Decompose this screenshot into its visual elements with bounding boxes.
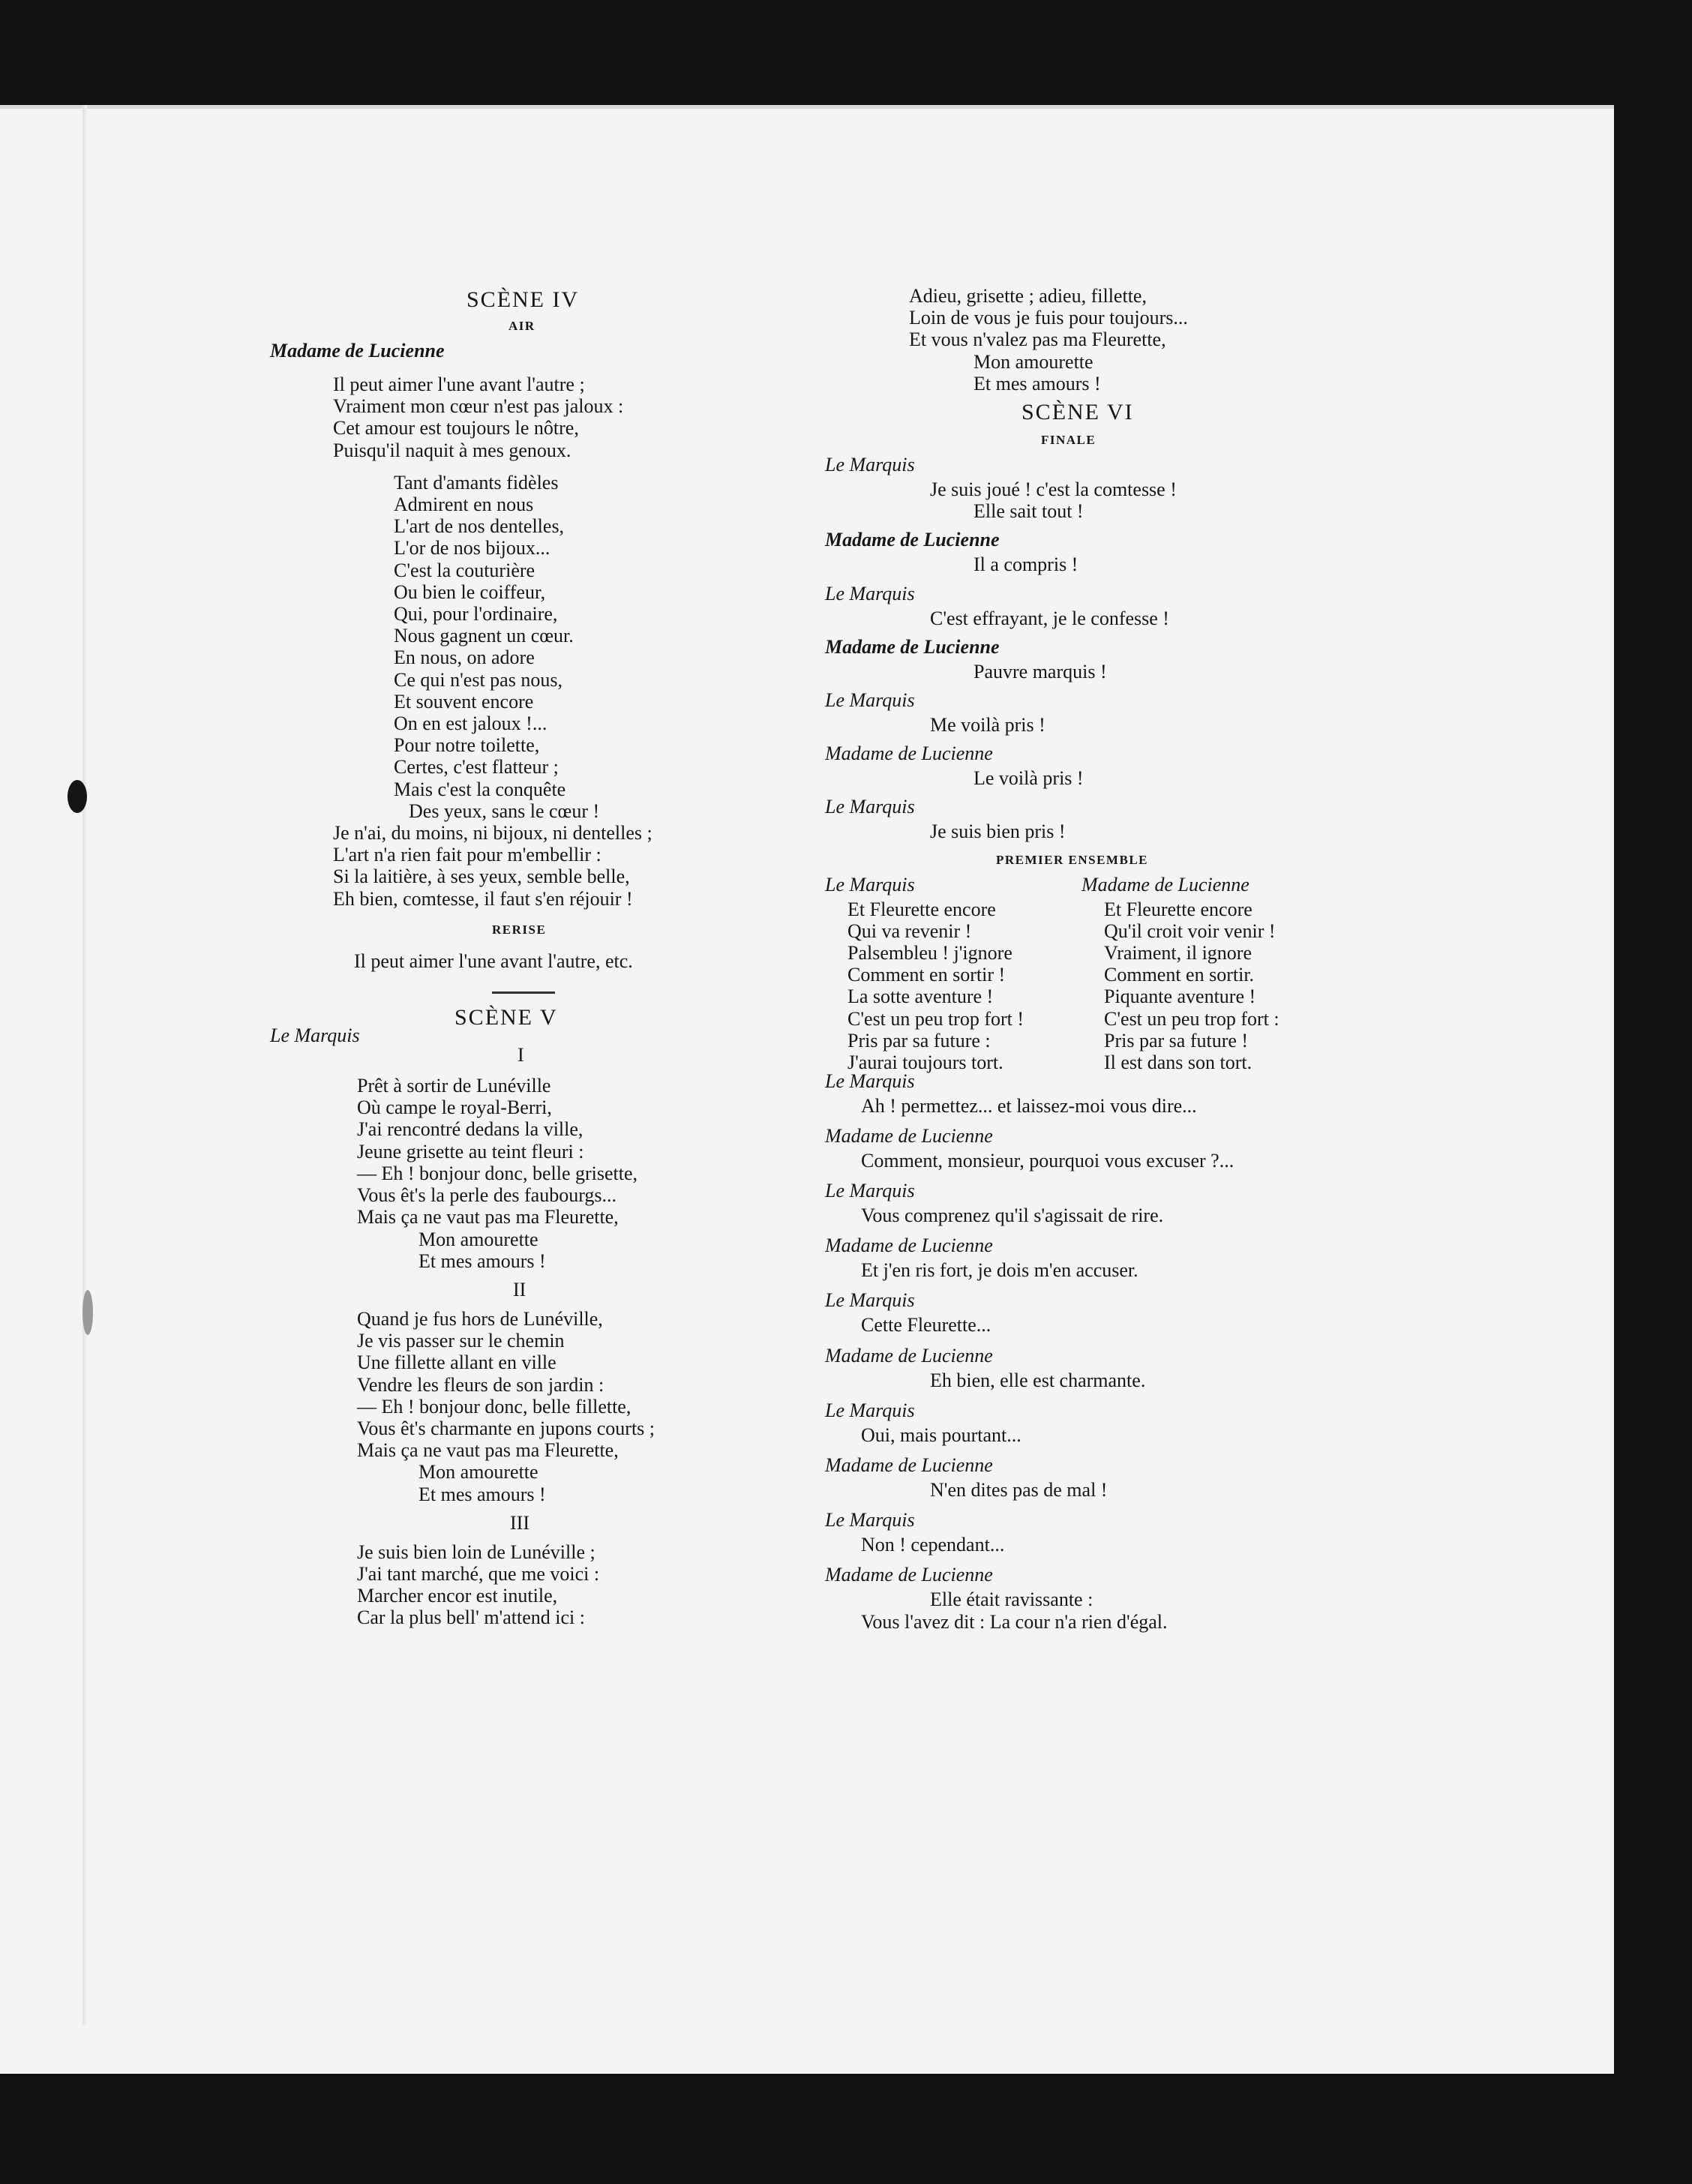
verse-line: Cet amour est toujours le nôtre, bbox=[333, 417, 579, 440]
verse-line: — Eh ! bonjour donc, belle grisette, bbox=[357, 1162, 638, 1184]
verse-line: — Eh ! bonjour donc, belle fillette, bbox=[357, 1395, 632, 1418]
right-column bbox=[825, 285, 1350, 1633]
dialogue-line: Elle sait tout ! bbox=[974, 500, 1084, 523]
verse-line: L'or de nos bijoux... bbox=[394, 537, 550, 560]
scene-iv-speaker: Madame de Lucienne bbox=[270, 340, 445, 362]
finale-dialogue-1 bbox=[825, 452, 1350, 843]
speaker-name: Le Marquis bbox=[825, 1289, 915, 1312]
speaker-name: Le Marquis bbox=[825, 1509, 915, 1532]
verse-line: Si la laitière, à ses yeux, semble belle, bbox=[333, 866, 630, 888]
verse-line: Certes, c'est flatteur ; bbox=[394, 756, 559, 778]
left-column bbox=[270, 285, 750, 1629]
refrain-line: Mon amourette bbox=[418, 1228, 538, 1250]
speaker-name: Le Marquis bbox=[825, 1180, 915, 1202]
dialogue-line: Cette Fleurette... bbox=[861, 1314, 992, 1336]
ensemble-left bbox=[825, 872, 1024, 1074]
refrain-line: Mon amourette bbox=[418, 1461, 538, 1484]
verse-line: Il peut aimer l'une avant l'autre ; bbox=[333, 374, 585, 395]
ensemble-line: Pris par sa future : bbox=[848, 1029, 991, 1052]
verse-line: En nous, on adore bbox=[394, 646, 535, 669]
dialogue-line: Vous l'avez dit : La cour n'a rien d'égal. bbox=[861, 1610, 1168, 1633]
speaker-name: Madame de Lucienne bbox=[825, 1344, 993, 1366]
dialogue-line: Je suis bien pris ! bbox=[930, 820, 1066, 843]
section-divider bbox=[492, 992, 555, 994]
scene-iv-stanza-2 bbox=[394, 472, 750, 822]
verse-line: Loin de vous je fuis pour toujours... bbox=[909, 307, 1188, 329]
dialogue-line: Elle était ravissante : bbox=[930, 1588, 1094, 1611]
refrain-line: Et mes amours ! bbox=[974, 372, 1101, 394]
verse-line: L'art n'a rien fait pour m'embellir : bbox=[333, 844, 602, 866]
verse-ii bbox=[357, 1308, 750, 1505]
verse-line: J'ai rencontré dedans la ville, bbox=[357, 1118, 584, 1141]
refrain-line: Mon amourette bbox=[974, 350, 1094, 373]
ensemble-right bbox=[1082, 872, 1280, 1074]
verse-line: J'ai tant marché, que me voici : bbox=[357, 1562, 600, 1585]
verse-line: Mais c'est la conquête bbox=[394, 778, 566, 800]
dialogue-line: Le voilà pris ! bbox=[974, 767, 1084, 790]
speaker-name: Le Marquis bbox=[825, 1399, 915, 1421]
page-sheet bbox=[0, 105, 1614, 2074]
ensemble-line: Et Fleurette encore bbox=[848, 898, 996, 920]
verse-line: Je suis bien loin de Lunéville ; bbox=[357, 1540, 596, 1563]
verse-line: Des yeux, sans le cœur ! bbox=[409, 800, 600, 822]
speaker-name: Madame de Lucienne bbox=[825, 1124, 993, 1147]
verse-line: Quand je fus hors de Lunéville, bbox=[357, 1307, 603, 1330]
ensemble-line: Pris par sa future ! bbox=[1104, 1029, 1249, 1052]
ensemble-line: Qu'il croit voir venir ! bbox=[1104, 920, 1276, 942]
ensemble-line: Comment en sortir. bbox=[1104, 964, 1255, 986]
verse-line: Et souvent encore bbox=[394, 690, 534, 712]
dialogue-line: Me voilà pris ! bbox=[930, 714, 1046, 736]
scene-iv-stanza-3 bbox=[333, 822, 750, 910]
verse-line: Prêt à sortir de Lunéville bbox=[357, 1075, 551, 1097]
dialogue-line: Non ! cependant... bbox=[861, 1534, 1005, 1556]
speaker-name: Le Marquis bbox=[825, 796, 915, 818]
speaker-name: Le Marquis bbox=[825, 1070, 915, 1092]
speaker-name: Madame de Lucienne bbox=[1082, 873, 1250, 896]
verse-line: Qui, pour l'ordinaire, bbox=[394, 603, 558, 626]
scene-v-speaker: Le Marquis bbox=[270, 1024, 360, 1047]
verse-line: Je vis passer sur le chemin bbox=[357, 1330, 565, 1352]
ensemble-line: Il est dans son tort. bbox=[1104, 1052, 1252, 1074]
verse-line: Car la plus bell' m'attend ici : bbox=[357, 1606, 585, 1629]
verse-line: Ce qui n'est pas nous, bbox=[394, 668, 562, 691]
scene-vi-title: SCÈNE VI bbox=[1022, 400, 1134, 425]
verse-line: Et vous n'valez pas ma Fleurette, bbox=[909, 328, 1166, 351]
speaker-name: Le Marquis bbox=[825, 873, 915, 896]
dialogue-line: C'est effrayant, je le confesse ! bbox=[930, 607, 1169, 629]
speaker-name: Madame de Lucienne bbox=[825, 742, 993, 765]
refrain-line: Et mes amours ! bbox=[418, 1483, 546, 1505]
dialogue-line: Je suis joué ! c'est la comtesse ! bbox=[930, 478, 1177, 501]
dialogue-line: Oui, mais pourtant... bbox=[861, 1424, 1022, 1446]
ensemble-line: Palsembleu ! j'ignore bbox=[848, 942, 1012, 964]
scene-iv-stanza-1 bbox=[333, 374, 750, 461]
scene-vi-subtitle: FINALE bbox=[1041, 433, 1096, 448]
speaker-name: Le Marquis bbox=[825, 582, 915, 604]
scene-iv-title: SCÈNE IV bbox=[466, 287, 580, 312]
dialogue-line: Comment, monsieur, pourquoi vous excuser ?... bbox=[861, 1149, 1234, 1172]
speaker-name: Madame de Lucienne bbox=[825, 1234, 993, 1257]
verse-line: Une fillette allant en ville bbox=[357, 1352, 556, 1374]
verse-line: L'art de nos dentelles, bbox=[394, 515, 565, 538]
ensemble-line: Vraiment, il ignore bbox=[1104, 942, 1252, 964]
scene-v-continuation bbox=[909, 285, 1350, 394]
verse-line: Ou bien le coiffeur, bbox=[394, 580, 546, 603]
speaker-name: Madame de Lucienne bbox=[825, 1564, 993, 1586]
verse-numeral-iii: III bbox=[510, 1511, 530, 1534]
finale-dialogue-2 bbox=[825, 1068, 1350, 1633]
binding-mark bbox=[82, 1290, 93, 1335]
verse-line: Puisqu'il naquit à mes genoux. bbox=[333, 439, 572, 461]
scene-v-title: SCÈNE V bbox=[454, 1005, 558, 1030]
speaker-name: Madame de Lucienne bbox=[825, 1454, 993, 1477]
dialogue-line: Ah ! permettez... et laissez-moi vous dire... bbox=[861, 1094, 1197, 1117]
dialogue-line: Pauvre marquis ! bbox=[974, 660, 1107, 682]
refrain-line: Et mes amours ! bbox=[418, 1250, 546, 1272]
ensemble-line: Et Fleurette encore bbox=[1104, 898, 1252, 920]
speaker-name: Le Marquis bbox=[825, 454, 915, 476]
verse-line: Nous gagnent un cœur. bbox=[394, 625, 574, 647]
speaker-name: Madame de Lucienne bbox=[825, 529, 1000, 551]
ensemble-line: C'est un peu trop fort : bbox=[1104, 1007, 1280, 1030]
dialogue-line: Et j'en ris fort, je dois m'en accuser. bbox=[861, 1259, 1138, 1282]
dialogue-line: N'en dites pas de mal ! bbox=[930, 1479, 1108, 1502]
verse-line: Mais ça ne vaut pas ma Fleurette, bbox=[357, 1206, 619, 1228]
ensemble-line: J'aurai toujours tort. bbox=[848, 1052, 1004, 1074]
verse-line: Mais ça ne vaut pas ma Fleurette, bbox=[357, 1439, 619, 1462]
reprise-label: RERISE bbox=[492, 922, 547, 937]
binding-hole bbox=[68, 780, 87, 813]
dialogue-line: Vous comprenez qu'il s'agissait de rire. bbox=[861, 1204, 1164, 1227]
verse-line: Vous êt's la perle des faubourgs... bbox=[357, 1184, 616, 1207]
verse-line: Vous êt's charmante en jupons courts ; bbox=[357, 1417, 656, 1439]
verse-line: Eh bien, comtesse, il faut s'en réjouir ! bbox=[333, 887, 633, 910]
scene-iv-subtitle: AIR bbox=[508, 319, 536, 333]
verse-line: Tant d'amants fidèles bbox=[394, 471, 559, 494]
verse-line: Admirent en nous bbox=[394, 494, 534, 516]
verse-numeral-i: I bbox=[518, 1044, 524, 1066]
verse-iii bbox=[357, 1541, 750, 1629]
dialogue-line: Eh bien, elle est charmante. bbox=[930, 1369, 1146, 1391]
verse-line: C'est la couturière bbox=[394, 559, 536, 581]
dialogue-line: Il a compris ! bbox=[974, 554, 1078, 576]
ensemble-line: C'est un peu trop fort ! bbox=[848, 1007, 1024, 1030]
ensemble-line: Comment en sortir ! bbox=[848, 964, 1006, 986]
speaker-name: Le Marquis bbox=[825, 689, 915, 712]
ensemble-line: La sotte aventure ! bbox=[848, 986, 994, 1008]
ensemble-line: Qui va revenir ! bbox=[848, 920, 972, 942]
verse-line: On en est jaloux !... bbox=[394, 712, 548, 735]
verse-line: Vraiment mon cœur n'est pas jaloux : bbox=[333, 395, 624, 418]
speaker-name: Madame de Lucienne bbox=[825, 635, 1000, 658]
verse-line: Marcher encor est inutile, bbox=[357, 1585, 558, 1607]
verse-line: Je n'ai, du moins, ni bijoux, ni dentelles ; bbox=[333, 822, 652, 844]
verse-line: Jeune grisette au teint fleuri : bbox=[357, 1140, 584, 1162]
verse-line: Où campe le royal-Berri, bbox=[357, 1096, 552, 1119]
premier-ensemble bbox=[825, 872, 1350, 1074]
ensemble-line: Piquante aventure ! bbox=[1104, 986, 1256, 1008]
reprise-line: Il peut aimer l'une avant l'autre, etc. bbox=[354, 950, 633, 972]
page-fold-edge bbox=[82, 105, 87, 2025]
verse-i bbox=[357, 1075, 750, 1272]
verse-numeral-ii: II bbox=[513, 1278, 526, 1300]
verse-line: Adieu, grisette ; adieu, fillette, bbox=[909, 285, 1147, 307]
ensemble-label: PREMIER ENSEMBLE bbox=[996, 852, 1148, 867]
verse-line: Pour notre toilette, bbox=[394, 734, 540, 757]
verse-line: Vendre les fleurs de son jardin : bbox=[357, 1373, 604, 1396]
